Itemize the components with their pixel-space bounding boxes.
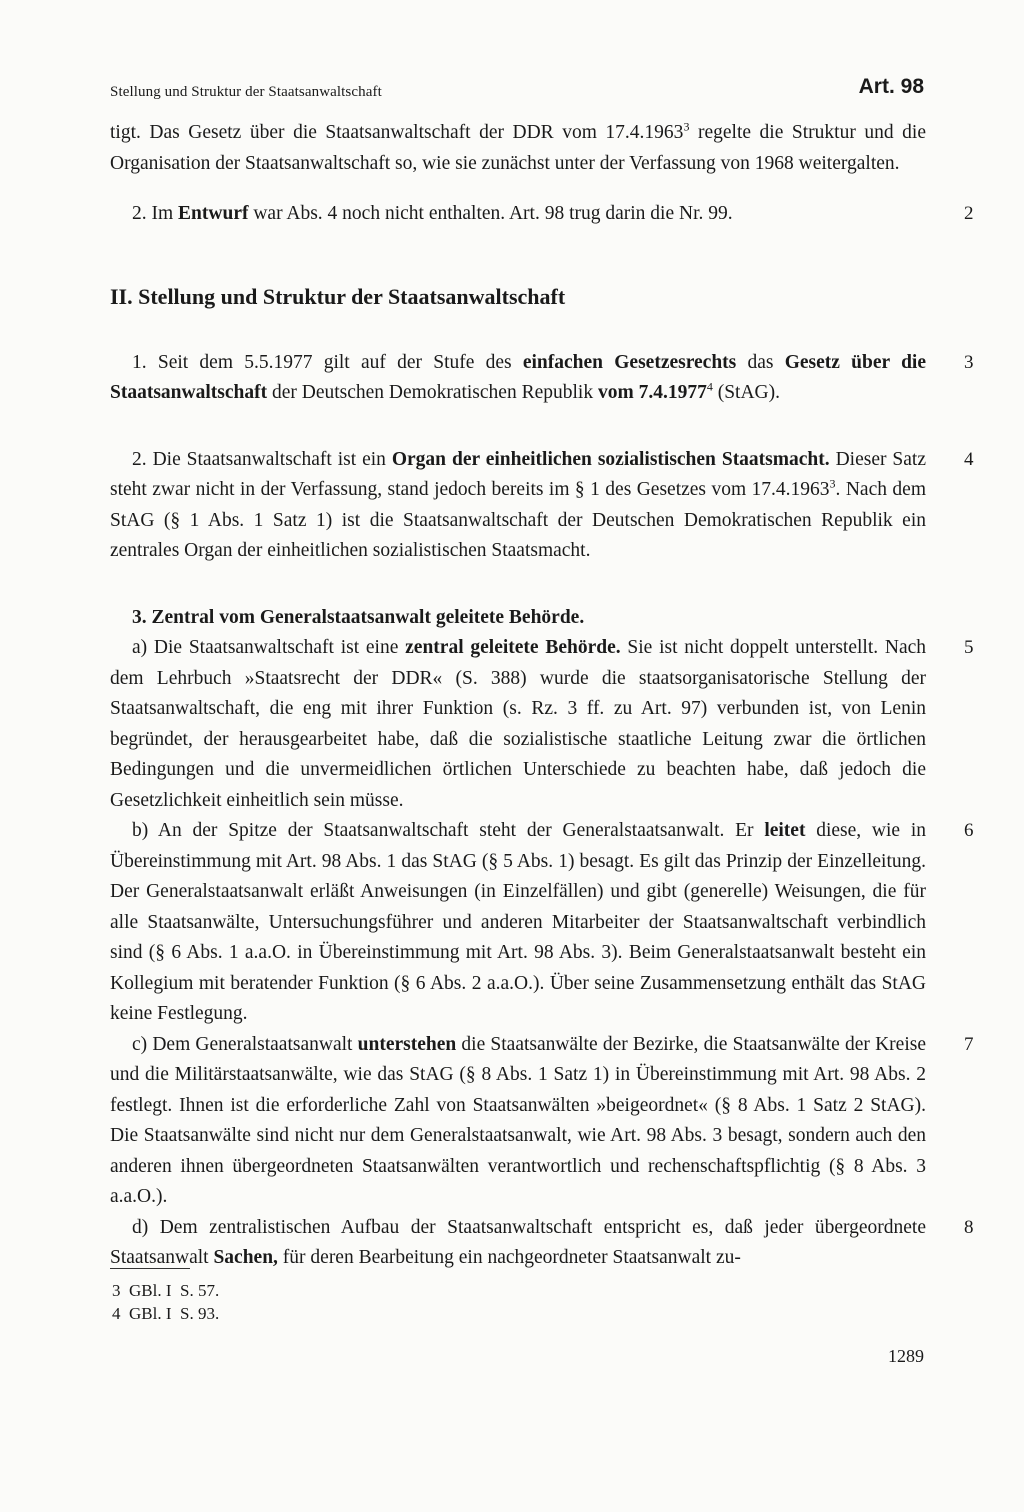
footnote-4: 4 GBl. I S. 93.	[112, 1304, 220, 1323]
footnote-ref: 3	[829, 476, 836, 491]
footnote-rule	[110, 1268, 190, 1269]
article-number: Art. 98	[858, 75, 924, 98]
footnote-3: 3 GBl. I S. 57.	[112, 1281, 220, 1300]
main-text	[110, 118, 974, 1274]
margin-number: 6	[964, 820, 974, 841]
margin-number: 7	[964, 1033, 974, 1055]
margin-number: 2	[964, 203, 974, 224]
paragraph-8: 8 d) Dem zentralistischen Aufbau der Staatsanwaltschaft entspricht es, daß jeder übergeordnete Staatsanwalt Sachen, für deren Bearbeitung ein nachgeordneter Staatsanwalt zu-	[110, 1213, 926, 1274]
paragraph-2: 2 2. Im Entwurf war Abs. 4 noch nicht enthalten. Art. 98 trug darin die Nr. 99.	[110, 199, 926, 230]
paragraph-3: 3 1. Seit dem 5.5.1977 gilt auf der Stufe des einfachen Gesetzesrechts das Gesetz über die Staatsanwaltschaft der Deutschen Demokratischen Republik vom 7.4.1977$^4$ (StAG).	[110, 348, 926, 409]
margin-number: 3	[964, 351, 974, 373]
paragraph-6: 6 b) An der Spitze der Staatsanwaltschaft steht der Generalstaatsanwalt. Er leitet diese, wie in Übereinstimmung mit Art. 98 Abs. 1 das StAG (§ 5 Abs. 1) besagt. Es gilt das Prinzip der Einzelleitung. Der Generalstaatsanwalt erläßt Anweisungen (in Einzelfällen) und gibt (generelle) Weisungen, die für alle Staatsanwälte, Untersuchungsführer und anderen Mitarbeiter der Staatsanwaltschaft verbindlich sind (§ 6 Abs. 1 a.a.O. in Übereinstimmung mit Art. 98 Abs. 3). Beim Generalstaatsanwalt besteht ein Kollegium mit beratender Funktion (§ 6 Abs. 2 a.a.O.). Über seine Zusammensetzung enthält das StAG keine Festlegung.	[110, 816, 926, 1030]
margin-number: 8	[964, 1216, 974, 1238]
running-header: Stellung und Struktur der Staatsanwaltschaft	[110, 84, 382, 100]
section-heading: II. Stellung und Struktur der Staatsanwaltschaft	[110, 283, 566, 309]
paragraph-5: 5 a) Die Staatsanwaltschaft ist eine zentral geleitete Behörde. Sie ist nicht doppelt unterstellt. Nach dem Lehrbuch »Staatsrecht der DDR« (S. 388) wurde die staatsorganisatorische Stellung der Staatsanwaltschaft, die eng mit ihrer Funktion (s. Rz. 3 ff. zu Art. 97) verbunden ist, von Lenin begründet, der herausgearbeitet habe, daß die sozialistische staatliche Leitung zwar die örtlichen Bedingungen und die unvermeidlichen örtlichen Unterschiede zu beachten habe, daß jedoch die Gesetzlichkeit einheitlich sein müsse.	[110, 633, 926, 816]
paragraph-continuation: tigt. Das Gesetz über die Staatsanwaltschaft der DDR vom 17.4.1963$^3$ regelte die Struktur und die Organisation der Staatsanwaltschaft so, wie sie zunächst unter der Verfassung von 1968 weitergalten.	[110, 119, 926, 174]
paragraph-4: 4 2. Die Staatsanwaltschaft ist ein Organ der einheitlichen sozialistischen Staatsmacht. Dieser Satz steht zwar nicht in der Verfassung, stand jedoch bereits im § 1 des Gesetzes vom 17.4.1963$^3$. Nach dem StAG (§ 1 Abs. 1 Satz 1) ist die Staatsanwaltschaft der Deutschen Demokratischen Republik ein zentrales Organ der einheitlichen sozialistischen Staatsmacht.	[110, 445, 926, 567]
paragraph-7: 7 c) Dem Generalstaatsanwalt unterstehen die Staatsanwälte der Bezirke, die Staatsanwälte der Kreise und die Militärstaatsanwälte, wie das StAG (§ 8 Abs. 1 Satz 1) in Übereinstimmung mit Art. 98 Abs. 2 festlegt. Ihnen ist die erforderliche Zahl von Staatsanwälten »beigeordnet« (§ 8 Abs. 1 Satz 2 StAG). Die Staatsanwälte sind nicht nur dem Generalstaatsanwalt, wie Art. 98 Abs. 3 besagt, sondern auch den anderen ihnen übergeordneten Staatsanwälten verantwortlich und rechenschaftspflichtig (§ 8 Abs. 3 a.a.O.).	[110, 1030, 926, 1213]
footnote-ref: 3	[683, 119, 690, 134]
margin-number: 5	[964, 637, 974, 658]
footnote-ref: 4	[706, 379, 713, 394]
page-number: 1289	[888, 1346, 924, 1366]
margin-number: 4	[964, 448, 974, 470]
subheading: 3. Zentral vom Generalstaatsanwalt geleitete Behörde.	[132, 606, 585, 628]
